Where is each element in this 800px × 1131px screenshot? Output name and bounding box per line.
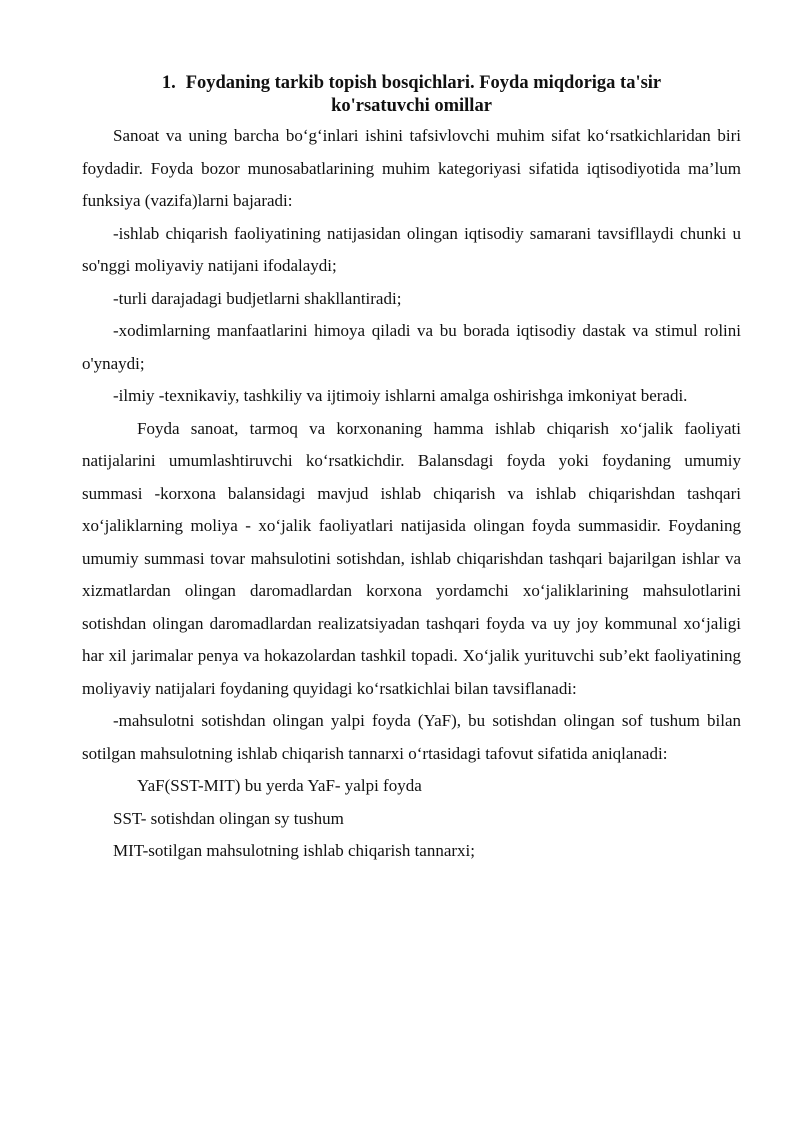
- section-heading: [82, 72, 741, 118]
- document-page: [82, 72, 741, 868]
- formula-line: SST- sotishdan olingan sy tushum: [113, 808, 344, 828]
- formula-line: MIT-sotilgan mahsulotning ishlab chiqarish tannarxi;: [113, 841, 475, 860]
- bullet-paragraph: -ishlab chiqarish faoliyatining natijasidan olingan iqtisodiy samarani tavsifllaydi chunki u so'nggi moliyaviy natijani ifodalaydi;: [82, 223, 741, 275]
- heading-number: 1.: [161, 73, 176, 93]
- bullet-paragraph: -xodimlarning manfaatlarini himoya qiladi va bu borada iqtisodiy dastak va stimul rolini o'ynaydi;: [82, 321, 741, 373]
- heading-line-2: ko'rsatuvchi omillar: [331, 96, 492, 116]
- bullet-paragraph: -ilmiy -texnikaviy, tashkiliy va ijtimoiy ishlarni amalga oshirishga imkoniyat beradi.: [113, 386, 688, 405]
- heading-line-1: Foydaning tarkib topish bosqichlari. Foyda miqdoriga ta'sir: [185, 73, 662, 93]
- bullet-paragraph: -mahsulotni sotishdan olingan yalpi foyda (YaF), bu sotishdan olingan sof tushum bilan sotilgan mahsulotning ishlab chiqarish tannarxi o‘rtasidagi tafovut sifatida aniqlanadi:: [82, 711, 741, 763]
- intro-paragraph: Sanoat va uning barcha bo‘g‘inlari ishini tafsivlovchi muhim sifat ko‘rsatkichlaridan biri foydadir. Foyda bozor munosabatlarining muhim kategoriyasi sifatida iqtisodiyotida ma’lum funksiya (vazifa)larni bajaradi:: [82, 126, 741, 210]
- body-paragraph: Foyda sanoat, tarmoq va korxonaning hamma ishlab chiqarish xo‘jalik faoliyati natijalarini umumlashtiruvchi ko‘rsatkichdir. Balansdagi foyda yoki foydaning umumiy summasi -korxona balansidagi mavjud ishlab chiqarish va ishlab chiqarishdan tashqari xo‘jaliklarning moliya - xo‘jalik faoliyatlari natijasida olingan foyda summasidir. Foydaning umumiy summasi tovar mahsulotini sotishdan, ishlab chiqarishdan tashqari bajarilgan ishlar va xizmatlardan olingan daromadlardan korxona yordamchi xo‘jaliklarining mahsulotlarini sotishdan olingan daromadlardan realizatsiyadan tashqari foyda va uy joy kommunal xo‘jaligi har xil jarimalar penya va hokazolardan tashkil topadi. Xo‘jalik yurituvchi sub’ekt faoliyatining moliyaviy natijalari foydaning quyidagi ko‘rsatkichlai bilan tavsiflanadi:: [82, 418, 741, 698]
- formula-line: YaF(SST-MIT) bu yerda YaF- yalpi foyda: [137, 776, 422, 795]
- bullet-paragraph: -turli darajadagi budjetlarni shakllantiradi;: [113, 288, 402, 308]
